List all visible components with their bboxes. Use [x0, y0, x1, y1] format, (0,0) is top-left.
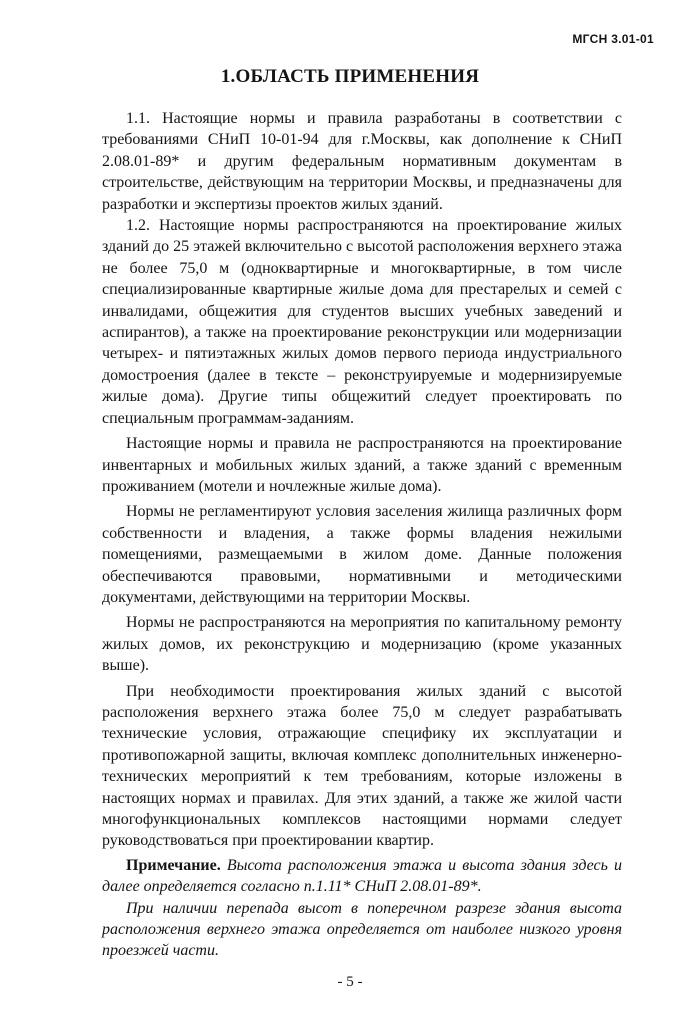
section-title: 1.ОБЛАСТЬ ПРИМЕНЕНИЯ	[220, 66, 480, 87]
paragraph-ownership: Нормы не регламентируют условия заселения жилища различных форм собственности и владения, а также формы владения нежилыми помещениями, размещаемыми в жилом доме. Данные положения обеспечиваются правовыми, нормативными и методическими документами, действующими на территории Москвы.	[102, 503, 622, 606]
note-text: Высота расположения этажа и высота здания здесь и далее определяется согласно п.1.11* СНиП 2.08.01-89*.	[102, 856, 623, 896]
paragraph-exclusions: Настоящие нормы и правила не распространяются на проектирование инвентарных и мобильных жилых зданий, а также зданий с временным проживанием (мотели и ночлежные жилые дома).	[102, 435, 622, 495]
paragraph-high-rise: При необходимости проектирования жилых зданий с высотой расположения верхнего этажа более 75,0 м следует разрабатывать технические условия, отражающие специфику их эксплуатации и противопожарной защиты, включая комплекс дополнительных инженерно-технических мероприятий к тем требованиям, которые изложены в настоящих нормах и правилах. Для этих зданий, а также же жилой части многофункциональных комплексов настоящими нормами следует руководствоваться при проектировании квартир.	[102, 682, 622, 850]
paragraph-repair: Нормы не распространяются на мероприятия по капитальному ремонту жилых домов, их реконструкцию и модернизацию (кроме указанных выше).	[102, 614, 622, 675]
note-label: Примечание.	[126, 856, 221, 874]
paragraph-1-2: 1.2. Настоящие нормы распространяются на проектирование жилых зданий до 25 этажей включительно с высотой расположения верхнего этажа не более 75,0 м (одноквартирные и многоквартирные, в том числе специализированные квартирные жилые дома для престарелых и семей с инвалидами, общежития для студентов высших учебных заведений и аспирантов), а также на проектирование реконструкции или модернизации четырех- и пятиэтажных жилых домов первого периода индустриального домостроения (далее в тексте – реконструируемые и модернизируемые жилые дома). Другие типы общежитий следует проектировать по специальным программам-заданиям.	[102, 217, 622, 427]
body-text	[102, 108, 622, 962]
document-code: МГСН 3.01-01	[572, 32, 654, 46]
note	[102, 855, 622, 898]
note-extra: При наличии перепада высот в поперечном разрезе здания высота расположения верхнего этажа определяется от наиболее низкого уровня проезжей части.	[102, 899, 622, 960]
paragraph-1-1: 1.1. Настоящие нормы и правила разработаны в соответствии с требованиями СНиП 10-01-94 для г.Москвы, как дополнение к СНиП 2.08.01-89* и другим федеральным нормативным документам в строительстве, действующим на территории Москвы, и предназначены для разработки и экспертизы проектов жилых зданий.	[102, 110, 622, 213]
page-number: - 5 -	[337, 974, 363, 990]
